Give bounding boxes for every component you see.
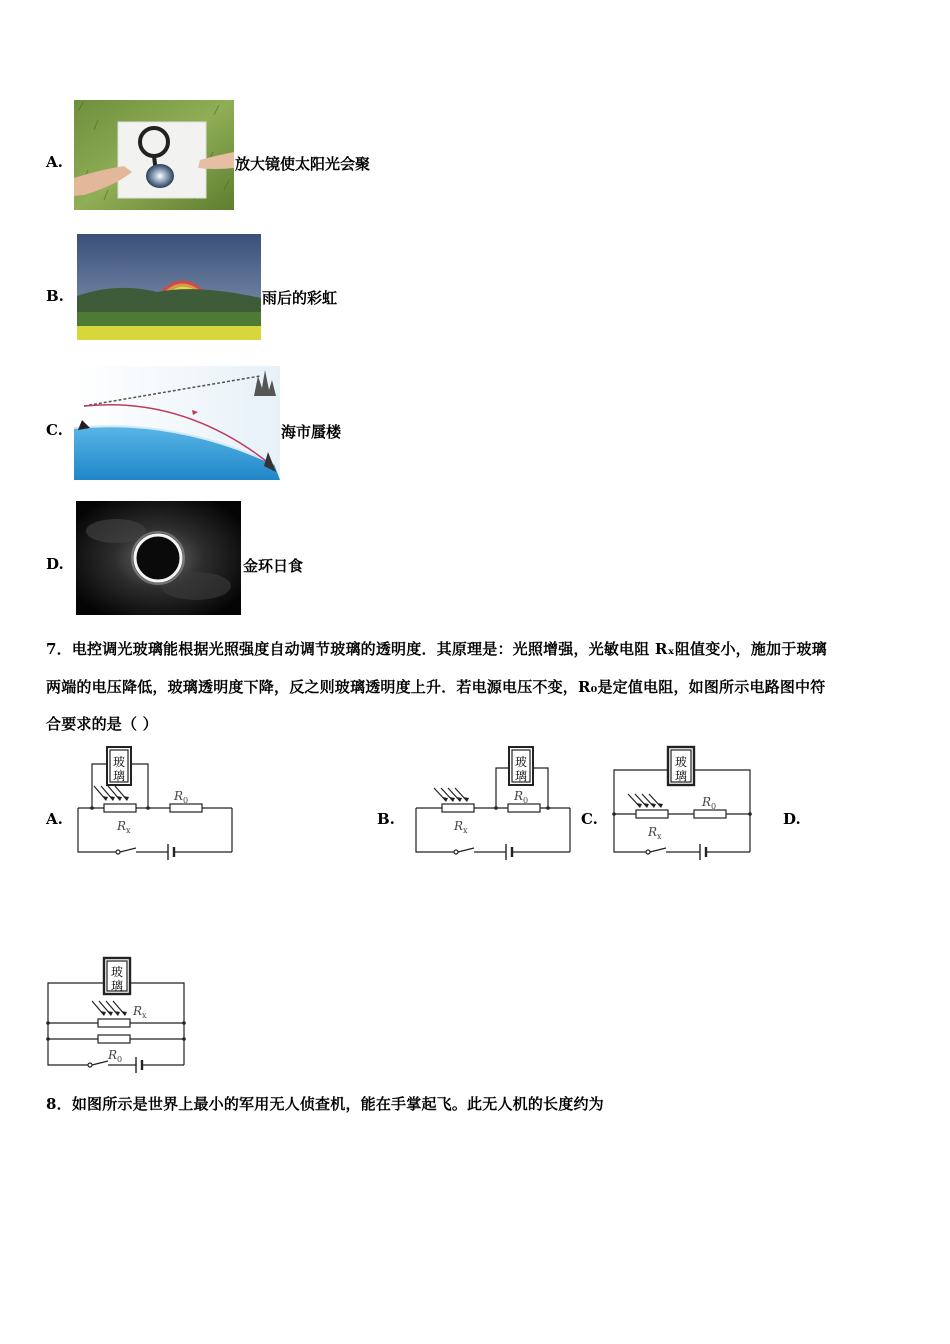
glass-label-bottom: 璃 — [514, 769, 528, 783]
option-b-letter: B. — [46, 287, 64, 305]
glass-label-top: 玻 — [514, 755, 528, 769]
annular-eclipse-photo — [76, 501, 241, 615]
glass-label-bottom: 璃 — [112, 769, 126, 783]
rx-label: R — [133, 1004, 143, 1018]
glass-label-top: 玻 — [110, 965, 124, 979]
question-7-line-1: 7．电控调光玻璃能根据光照强度自动调节玻璃的透明度．其原理是：光照增强，光敏电阻 Rₓ阻值变小，施加于玻璃 — [46, 640, 827, 658]
r0-subscript: 0 — [711, 802, 717, 811]
mirage-diagram — [74, 366, 280, 480]
glass-label-top: 玻 — [674, 755, 688, 769]
r0-label: R — [514, 789, 524, 803]
option-c-caption: 海市蜃楼 — [281, 423, 342, 441]
rainbow-photo — [77, 234, 261, 340]
option-d-letter: D. — [46, 555, 64, 573]
glass-label-bottom: 璃 — [110, 979, 124, 993]
r0-label: R — [108, 1048, 118, 1062]
rx-subscript: x — [463, 826, 468, 835]
glass-label-top: 玻 — [112, 755, 126, 769]
option-c-letter: C. — [46, 421, 63, 439]
rx-label: R — [648, 825, 658, 839]
circuit-option-c-letter: C. — [581, 810, 598, 828]
r0-label: R — [174, 789, 184, 803]
circuit-diagram-a — [74, 744, 236, 864]
circuit-option-a-letter: A. — [46, 810, 63, 828]
circuit-option-d-letter: D. — [783, 810, 801, 828]
rx-subscript: x — [142, 1011, 147, 1020]
question-8-text: 8．如图所示是世界上最小的军用无人侦查机，能在手掌起飞。此无人机的长度约为 — [46, 1095, 604, 1113]
rx-label: R — [454, 819, 464, 833]
glass-label-bottom: 璃 — [674, 769, 688, 783]
magnifier-sunlight-photo — [74, 100, 234, 210]
option-a-caption: 放大镜使太阳光会聚 — [235, 155, 371, 173]
option-b-caption: 雨后的彩虹 — [262, 289, 338, 307]
circuit-diagram-c — [610, 744, 755, 866]
rx-subscript: x — [657, 832, 662, 841]
rx-subscript: x — [126, 826, 131, 835]
question-7-line-3: 合要求的是（ ） — [46, 715, 158, 733]
r0-label: R — [702, 795, 712, 809]
r0-subscript: 0 — [523, 796, 529, 805]
r0-subscript: 0 — [183, 796, 189, 805]
option-a-letter: A. — [46, 153, 63, 171]
r0-subscript: 0 — [117, 1055, 123, 1064]
rx-label: R — [117, 819, 127, 833]
circuit-diagram-d — [44, 955, 189, 1073]
question-7-line-2: 两端的电压降低，玻璃透明度下降，反之则玻璃透明度上升．若电源电压不变，R₀是定值电阻，如图所示电路图中符 — [46, 678, 826, 696]
option-d-caption: 金环日食 — [243, 557, 304, 575]
circuit-option-b-letter: B. — [377, 810, 395, 828]
circuit-diagram-b — [412, 744, 574, 864]
